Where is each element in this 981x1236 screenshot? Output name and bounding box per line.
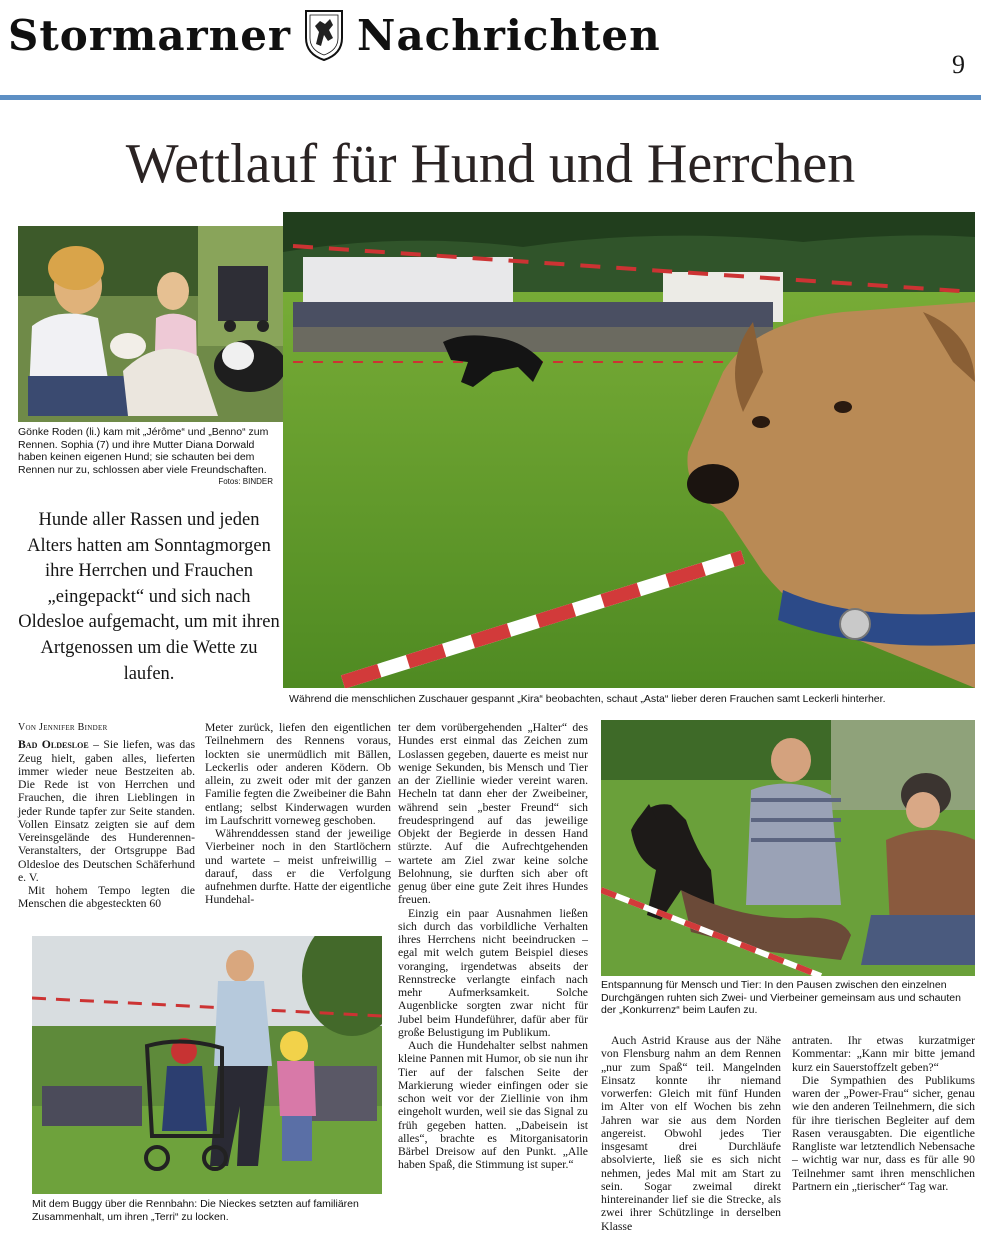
caption-main-dogs: Während die menschlichen Zuschauer gespannt „Kira“ beobachten, schaut „Asta“ lieber deren Frauchen samt Leckerli hinterher. bbox=[289, 693, 886, 705]
masthead-title-left: Stormarner bbox=[8, 10, 292, 60]
headline: Wettlauf für Hund und Herrchen bbox=[125, 133, 856, 195]
caption-dog-owners bbox=[18, 426, 273, 489]
article-column-5 bbox=[792, 1034, 975, 1193]
article-paragraph-text: – Sie liefen, was das Zeug hielt, gaben alles, lieferten immer wieder neue Bestzeiten ab. Die Rede ist von Herrchen und Frauchen, die ihren Lieblingen in jeder Runde tapfer zur Seite standen. Vollen Einsatz zeigten sie auf dem Vereinsgelände des Hunderennen-Veranstalters, der Ortsgruppe Bad Oldesloe des Deutschen Schäferhund e. V. bbox=[18, 738, 196, 884]
article-column-1 bbox=[18, 721, 195, 911]
article-paragraph: Meter zurück, liefen den eigentlichen Teilnehmern des Rennens voraus, lockten sie unermüdlich mit Bällen, Leckerlis oder anderen Ködern. Ob allein, zu zweit oder mit der ganzen Familie fegten die Zweibeiner die Bahn entlang; selbst Kinderwagen wurden im Laufschritt vorneweg geschoben. bbox=[205, 721, 391, 827]
photo-rest-image bbox=[601, 720, 975, 976]
article-paragraph: antraten. Ihr etwas kurzatmiger Kommentar: „Kann mir bitte jemand kurz ein Sauerstoffzelt geben?“ bbox=[792, 1034, 975, 1074]
photo-buggy bbox=[32, 936, 382, 1194]
caption-rest: Entspannung für Mensch und Tier: In den Pausen zwischen den einzelnen Durchgängen ruhten sich Zwei- und Vierbeiner gemeinsam aus und schauten der „Konkurrenz“ beim Laufen zu. bbox=[601, 979, 961, 1016]
byline: Von Jennifer Binder bbox=[18, 722, 108, 733]
photo-main-dogs-image bbox=[283, 212, 975, 688]
header-rule bbox=[0, 95, 981, 100]
lead-paragraph: Hunde aller Rassen und jeden Alters hatten am Sonntagmorgen ihre Herrchen und Frauchen „eingepackt“ und sich nach Oldesloe aufgemacht, um mit ihren Artgenossen um die Wette zu laufen. bbox=[18, 510, 280, 684]
article-column-4 bbox=[601, 1034, 781, 1233]
caption-dog-owners-text: Gönke Roden (li.) kam mit „Jérôme“ und „Benno“ zum Rennen. Sophia (7) und ihre Mutter Diana Dorwald haben keinen eigenen Hund; sie schauten bei dem Rennen nur zu, schlossen aber viele Freundschaften. bbox=[18, 426, 269, 476]
photo-main-dogs bbox=[283, 212, 975, 688]
photo-credit: Fotos: BINDER bbox=[218, 477, 273, 486]
dateline: Bad Oldesloe bbox=[18, 738, 89, 752]
photo-buggy-image bbox=[32, 936, 382, 1194]
photo-rest bbox=[601, 720, 975, 976]
article-column-2 bbox=[205, 721, 391, 907]
article-paragraph: Mit hohem Tempo legten die Menschen die abgesteckten 60 bbox=[18, 884, 195, 911]
coat-of-arms-icon bbox=[303, 8, 345, 62]
article-paragraph bbox=[18, 738, 195, 884]
article-column-3 bbox=[398, 721, 588, 1172]
article-paragraph: Auch die Hundehalter selbst nahmen kleine Pannen mit Humor, ob sie nun ihr Tier auf der falschen Seite der Markierung wieder einfingen oder sie schon weit vor der Ziellinie von ihm eingeholt wurden, weil sie das Signal zu früh gegeben hatten. „Dabeisein ist alles“, brachte es Mitorganisatorin Bärbel Dreisow auf den Punkt. „Alle haben Spaß, die Stimmung ist super.“ bbox=[398, 1039, 588, 1172]
article-paragraph: Auch Astrid Krause aus der Nähe von Flensburg nahm an dem Rennen „nur zum Spaß“ teil. Mangelnden Einsatz konnte ihr niemand vorwerfen: Gleich mit fünf Hunden im Alter von elf Wochen bis zehn Jahren war sie aus dem Norden angereist. Obwohl jedes Tier insgesamt drei Durchläufe absolvierte, ließ sie es sich nicht nehmen, jedes Mal mit am Start zu sein. Sogar zweimal direkt hintereinander lief sie die Strecke, als zwei ihrer Schützlinge in derselben Klasse bbox=[601, 1034, 781, 1233]
article-paragraph: Einzig ein paar Ausnahmen ließen sich durch das vorbildliche Verhalten ihres Herrchens nicht beeindrucken – egal mit welch gutem Beispiel dieses voranging, irgendetwas abseits der Rennstrecke verlangte einfach nach mehr Aufmerksamkeit. Solche Augenblicke sorgten zwar nicht für Jubel beim Hundeführer, dafür aber für große Belustigung im Publikum. bbox=[398, 906, 588, 1039]
masthead bbox=[8, 2, 728, 68]
article-paragraph: Die Sympathien des Publikums waren der „Power-Frau“ sicher, genau wie den anderen Teilnehmern, die sich für ihre tierischen Begleiter auf dem Rasen verausgabten. Die eigentliche Rangliste war letztendlich Nebensache – wichtig war nur, dass es für alle 90 Teilnehmer samt ihren menschlichen Partnern ein „tierischer“ Tag war. bbox=[792, 1073, 975, 1193]
masthead-title-right: Nachrichten bbox=[357, 10, 661, 60]
photo-dog-owners bbox=[18, 226, 295, 422]
page-number: 9 bbox=[952, 50, 965, 79]
article-paragraph: ter dem vorübergehenden „Halter“ des Hundes erst einmal das Zeichen zum Loslassen gegeben, dauerte es meist nur wenige Sekunden, bis Mensch und Tier an der Ziellinie wieder vereint waren. Hecheln tat dann eher der Zweibeiner, während sein „bester Freund“ sich freudespringend auf das jeweilige Objekt der Begierde in dessen Hand stürzte. Auf die Aufrechtgehenden wartete am Ziel zwar keine solche Belohnung, sie durften sich aber oft genug über eine gute Zeit ihres Hundes freuen. bbox=[398, 721, 588, 907]
article-paragraph: Währenddessen stand der jeweilige Vierbeiner noch in den Startlöchern und wartete – meist unfreiwillig – darauf, dass er die Verfolgung aufnehmen durfte. Hatte der eigentliche Hundehal- bbox=[205, 827, 391, 907]
caption-buggy: Mit dem Buggy über die Rennbahn: Die Nieckes setzten auf familiären Zusammenhalt, um ihren „Terri“ zu locken. bbox=[32, 1198, 359, 1223]
photo-dog-owners-image bbox=[18, 226, 295, 422]
